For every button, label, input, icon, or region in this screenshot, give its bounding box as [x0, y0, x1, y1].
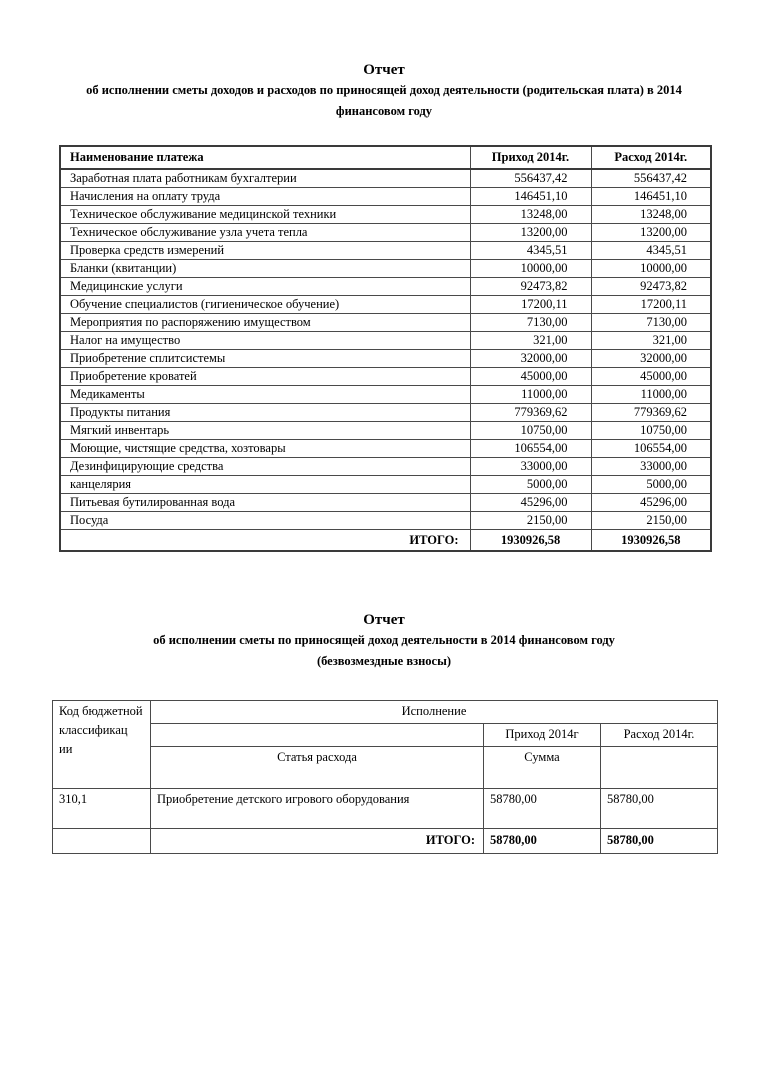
cell-payment-name: Продукты питания: [60, 404, 470, 422]
cell-expense: 321,00: [591, 332, 711, 350]
cell-payment-name: канцелярия: [60, 476, 470, 494]
cell-expense: 11000,00: [591, 386, 711, 404]
cell-payment-name: Мероприятия по распоряжению имуществом: [60, 314, 470, 332]
header-income-period: Приход 2014г: [484, 724, 601, 747]
cell-income: 11000,00: [470, 386, 591, 404]
total-income: 1930926,58: [470, 530, 591, 552]
header-article: Статья расхода: [151, 747, 484, 789]
cell-expense: 33000,00: [591, 458, 711, 476]
cell-expense: 7130,00: [591, 314, 711, 332]
table-row: [60, 458, 711, 476]
payments-table-head: [60, 146, 711, 169]
grants-total-row: [53, 829, 718, 854]
cell-expense: 4345,51: [591, 242, 711, 260]
cell-income: 13200,00: [470, 224, 591, 242]
cell-payment-name: Питьевая бутилированная вода: [60, 494, 470, 512]
grants-header-row-1: [53, 701, 718, 724]
cell-payment-name: Проверка средств измерений: [60, 242, 470, 260]
cell-payment-name: Посуда: [60, 512, 470, 530]
grants-header-row-3: [53, 747, 718, 789]
cell-expense: 2150,00: [591, 512, 711, 530]
total-label: ИТОГО:: [60, 530, 470, 552]
cell-payment-name: Техническое обслуживание медицинской техники: [60, 206, 470, 224]
cell-expense: 106554,00: [591, 440, 711, 458]
cell-payment-name: Приобретение кроватей: [60, 368, 470, 386]
header-spacer: [151, 724, 484, 747]
report-2-subtitle-2: (безвозмездные взносы): [316, 654, 452, 668]
cell-payment-name: Дезинфицирующие средства: [60, 458, 470, 476]
table-header-row: [60, 146, 711, 169]
cell-payment-name: Начисления на оплату труда: [60, 188, 470, 206]
table-row: [60, 169, 711, 188]
cell-expense: 779369,62: [591, 404, 711, 422]
cell-income: 10750,00: [470, 422, 591, 440]
cell-payment-name: Заработная плата работникам бухгалтерии: [60, 169, 470, 188]
header-expense-period: Расход 2014г.: [601, 724, 718, 747]
grants-total-expense: 58780,00: [601, 829, 718, 854]
cell-expense: 556437,42: [591, 169, 711, 188]
cell-expense: 32000,00: [591, 350, 711, 368]
cell-income: 779369,62: [470, 404, 591, 422]
cell-expense: 146451,10: [591, 188, 711, 206]
table-row: [60, 224, 711, 242]
cell-income: 2150,00: [470, 512, 591, 530]
cell-payment-name: Медикаменты: [60, 386, 470, 404]
cell-article: Приобретение детского игрового оборудования: [151, 789, 484, 829]
header-amount: Сумма: [484, 747, 601, 789]
table-row: [60, 188, 711, 206]
table-row: [60, 296, 711, 314]
table-row: [60, 386, 711, 404]
grants-total-code-blank: [53, 829, 151, 854]
cell-income: 321,00: [470, 332, 591, 350]
cell-expense: 5000,00: [591, 476, 711, 494]
payments-table-body: [60, 169, 711, 530]
cell-payment-name: Приобретение сплитсистемы: [60, 350, 470, 368]
report-1-title: Отчет: [363, 62, 405, 78]
cell-payment-name: Медицинские услуги: [60, 278, 470, 296]
header-income: Приход 2014г.: [470, 146, 591, 169]
cell-payment-name: Налог на имущество: [60, 332, 470, 350]
table-row: [53, 789, 718, 829]
payments-table: [59, 145, 712, 552]
table-row: [60, 368, 711, 386]
grants-header-row-2: [53, 724, 718, 747]
header-budget-code: Код бюджетной классификац ии: [53, 701, 151, 789]
table-row: [60, 242, 711, 260]
report-2-subtitle: об исполнении сметы по приносящей доход деятельности в 2014 финансовом году: [153, 633, 615, 647]
cell-expense: 92473,82: [591, 278, 711, 296]
grants-data-body: [53, 789, 718, 829]
grants-total-income: 58780,00: [484, 829, 601, 854]
cell-payment-name: Моющие, чистящие средства, хозтовары: [60, 440, 470, 458]
cell-expense: 58780,00: [601, 789, 718, 829]
cell-expense: 45000,00: [591, 368, 711, 386]
table-row: [60, 314, 711, 332]
cell-income: 10000,00: [470, 260, 591, 278]
table-row: [60, 476, 711, 494]
cell-income: 146451,10: [470, 188, 591, 206]
table-row: [60, 494, 711, 512]
table-row: [60, 512, 711, 530]
cell-expense: 17200,11: [591, 296, 711, 314]
cell-income: 45000,00: [470, 368, 591, 386]
cell-expense: 10750,00: [591, 422, 711, 440]
cell-expense: 10000,00: [591, 260, 711, 278]
grants-table-body: [53, 701, 718, 789]
cell-income: 556437,42: [470, 169, 591, 188]
cell-expense: 13248,00: [591, 206, 711, 224]
report-2-title: Отчет: [363, 612, 405, 628]
table-row: [60, 440, 711, 458]
table-row: [60, 350, 711, 368]
table-row: [60, 260, 711, 278]
cell-expense: 13200,00: [591, 224, 711, 242]
cell-budget-code: 310,1: [53, 789, 151, 829]
table-row: [60, 422, 711, 440]
cell-income: 106554,00: [470, 440, 591, 458]
header-expense: Расход 2014г.: [591, 146, 711, 169]
header-amount-spacer: [601, 747, 718, 789]
header-execution: Исполнение: [151, 701, 718, 724]
table-row: [60, 278, 711, 296]
cell-income: 32000,00: [470, 350, 591, 368]
table-row: [60, 332, 711, 350]
cell-payment-name: Техническое обслуживание узла учета тепла: [60, 224, 470, 242]
cell-income: 13248,00: [470, 206, 591, 224]
grants-total-label: ИТОГО:: [151, 829, 484, 854]
report-1-heading: [0, 60, 768, 122]
cell-income: 7130,00: [470, 314, 591, 332]
cell-income: 92473,82: [470, 278, 591, 296]
cell-income: 4345,51: [470, 242, 591, 260]
table-row: [60, 404, 711, 422]
header-payment-name: Наименование платежа: [60, 146, 470, 169]
cell-payment-name: Обучение специалистов (гигиеническое обучение): [60, 296, 470, 314]
cell-income: 5000,00: [470, 476, 591, 494]
cell-payment-name: Бланки (квитанции): [60, 260, 470, 278]
report-2-heading: [0, 610, 768, 672]
grants-table-foot: [53, 829, 718, 854]
cell-income: 17200,11: [470, 296, 591, 314]
cell-income: 45296,00: [470, 494, 591, 512]
cell-income: 33000,00: [470, 458, 591, 476]
cell-expense: 45296,00: [591, 494, 711, 512]
table-total-row: [60, 530, 711, 552]
cell-income: 58780,00: [484, 789, 601, 829]
payments-table-foot: [60, 530, 711, 552]
cell-payment-name: Мягкий инвентарь: [60, 422, 470, 440]
grants-table: [52, 700, 718, 854]
report-1-subtitle: об исполнении сметы доходов и расходов по приносящей доход деятельности (родительская плата) в 2014 финансовом году: [86, 83, 682, 118]
total-expense: 1930926,58: [591, 530, 711, 552]
table-row: [60, 206, 711, 224]
